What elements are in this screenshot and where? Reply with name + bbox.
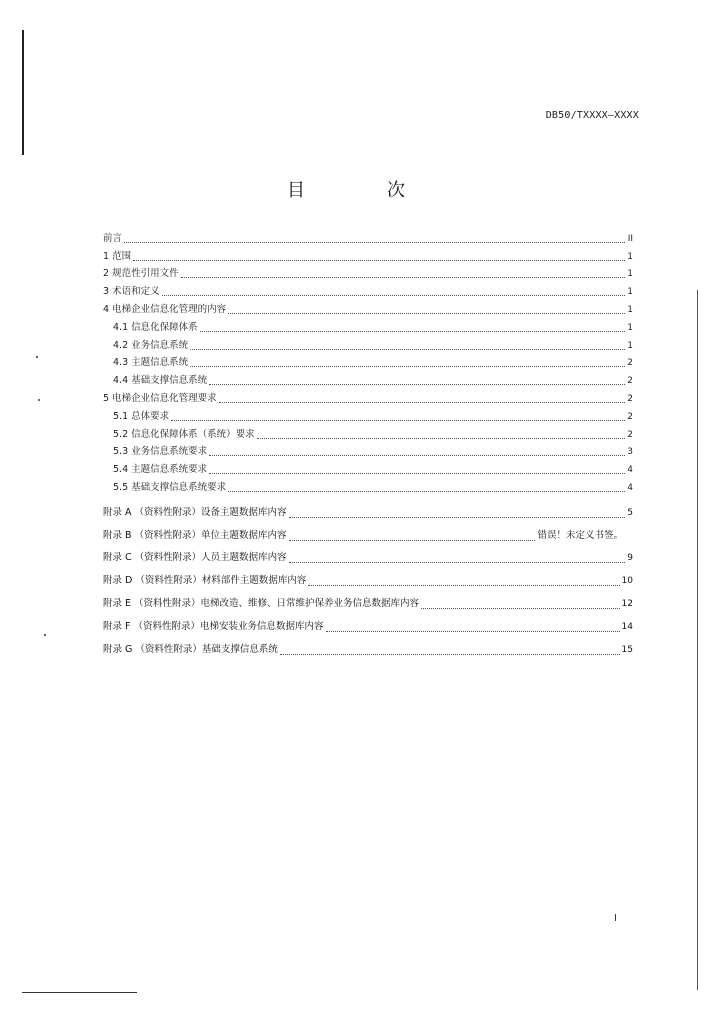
- toc-entry[interactable]: [103, 477, 633, 495]
- table-of-contents: [103, 228, 633, 658]
- toc-leader-dots: [209, 454, 625, 456]
- toc-main-list: [103, 228, 633, 495]
- toc-entry[interactable]: [103, 442, 633, 460]
- toc-entry-page: 5: [627, 507, 633, 518]
- toc-entry-label: 2 规范性引用文件: [103, 268, 179, 280]
- toc-entry-label: 附录 C （资料性附录）人员主题数据库内容: [103, 552, 287, 564]
- toc-leader-dots: [280, 653, 620, 655]
- toc-entry[interactable]: [103, 635, 633, 658]
- toc-entry-label: 3 术语和定义: [103, 286, 160, 298]
- toc-leader-dots: [190, 365, 625, 367]
- toc-leader-dots: [200, 330, 625, 332]
- toc-entry-page: 2: [627, 358, 633, 369]
- toc-leader-dots: [326, 630, 620, 632]
- toc-entry[interactable]: [103, 566, 633, 589]
- toc-entry-page: 2: [627, 429, 633, 440]
- toc-entry[interactable]: [103, 544, 633, 567]
- toc-entry[interactable]: [103, 406, 633, 424]
- scan-edge-right: [697, 290, 698, 990]
- toc-entry[interactable]: [103, 589, 633, 612]
- toc-entry-label: 4.4 基础支撑信息系统: [113, 375, 208, 387]
- toc-entry-page: 3: [627, 447, 633, 458]
- toc-entry[interactable]: [103, 335, 633, 353]
- toc-entry[interactable]: [103, 353, 633, 371]
- toc-entry[interactable]: [103, 370, 633, 388]
- toc-leader-dots: [228, 490, 625, 492]
- toc-leader-dots: [289, 539, 536, 541]
- toc-entry[interactable]: [103, 264, 633, 282]
- toc-leader-dots: [181, 276, 625, 278]
- scan-speck: [38, 399, 40, 401]
- toc-entry[interactable]: [103, 388, 633, 406]
- toc-entry-label: 附录 B （资料性附录）单位主题数据库内容: [103, 529, 287, 541]
- toc-entry-page: 1: [627, 322, 633, 333]
- toc-leader-dots: [421, 607, 620, 609]
- toc-leader-dots: [162, 294, 625, 296]
- toc-entry-error: 错误！未定义书签。: [537, 529, 623, 541]
- toc-entry[interactable]: [103, 498, 633, 521]
- toc-entry-label: 附录 F （资料性附录）电梯安装业务信息数据库内容: [103, 620, 324, 632]
- toc-entry-label: 5.1 总体要求: [113, 410, 170, 422]
- toc-leader-dots: [124, 241, 625, 243]
- toc-entry-label: 4.3 主题信息系统: [113, 357, 189, 369]
- toc-entry-label: 5.3 业务信息系统要求: [113, 446, 208, 458]
- toc-entry[interactable]: [103, 459, 633, 477]
- toc-entry-label: 4 电梯企业信息化管理的内容: [103, 303, 227, 315]
- toc-entry-page: 1: [627, 340, 633, 351]
- toc-entry-page: 1: [627, 251, 633, 262]
- toc-entry-label: 5.2 信息化保障体系（系统）要求: [113, 428, 255, 440]
- toc-entry-label: 4.1 信息化保障体系: [113, 321, 198, 333]
- toc-leader-dots: [228, 312, 625, 314]
- page-number: I: [614, 913, 617, 924]
- toc-leader-dots: [289, 561, 625, 563]
- toc-entry[interactable]: [103, 228, 633, 246]
- toc-entry-label: 1 范围: [103, 250, 132, 262]
- toc-entry-page: 10: [621, 576, 633, 587]
- toc-leader-dots: [171, 419, 625, 421]
- toc-entry-label: 附录 G （资料性附录）基础支撑信息系统: [103, 643, 278, 655]
- toc-leader-dots: [219, 401, 625, 403]
- toc-entry-page: 12: [621, 598, 633, 609]
- toc-leader-dots: [257, 437, 625, 439]
- toc-leader-dots: [133, 259, 625, 261]
- toc-entry-label: 前言: [103, 232, 123, 244]
- toc-leader-dots: [308, 584, 619, 586]
- toc-entry-page: 4: [627, 482, 633, 493]
- toc-entry-page: 1: [627, 287, 633, 298]
- toc-entry-label: 5.4 主题信息系统要求: [113, 464, 208, 476]
- toc-entry[interactable]: [103, 281, 633, 299]
- toc-leader-dots: [209, 472, 625, 474]
- toc-entry-page: 14: [621, 621, 633, 632]
- toc-entry-label: 5.5 基础支撑信息系统要求: [113, 481, 227, 493]
- toc-appendix-list: [103, 498, 633, 658]
- toc-entry-page: II: [627, 233, 633, 244]
- toc-entry-label: 4.2 业务信息系统: [113, 339, 189, 351]
- scan-speck: [36, 356, 38, 358]
- toc-entry[interactable]: [103, 521, 633, 544]
- toc-entry[interactable]: [103, 612, 633, 635]
- toc-entry-label: 5 电梯企业信息化管理要求: [103, 392, 217, 404]
- toc-leader-dots: [190, 348, 625, 350]
- toc-entry-page: 1: [627, 304, 633, 315]
- scan-edge-left: [22, 30, 24, 155]
- toc-entry-page: 9: [627, 553, 633, 564]
- toc-entry-page: 1: [627, 269, 633, 280]
- toc-entry[interactable]: [103, 246, 633, 264]
- footer-rule: [22, 992, 137, 993]
- toc-leader-dots: [289, 516, 625, 518]
- toc-entry-page: 15: [621, 644, 633, 655]
- page-title: 目 次: [287, 180, 437, 201]
- toc-entry-page: 4: [627, 465, 633, 476]
- toc-entry-label: 附录 A （资料性附录）设备主题数据库内容: [103, 506, 287, 518]
- toc-entry-label: 附录 E （资料性附录）电梯改造、维修、日常维护保养业务信息数据库内容: [103, 597, 420, 609]
- toc-entry-page: 2: [627, 411, 633, 422]
- toc-entry[interactable]: [103, 317, 633, 335]
- scan-speck: [44, 634, 46, 636]
- toc-entry[interactable]: [103, 299, 633, 317]
- toc-leader-dots: [209, 383, 625, 385]
- toc-entry-label: 附录 D （资料性附录）材料部件主题数据库内容: [103, 575, 307, 587]
- toc-entry[interactable]: [103, 424, 633, 442]
- document-id: DB50/TXXXX—XXXX: [545, 110, 639, 121]
- toc-entry-page: 2: [627, 376, 633, 387]
- toc-entry-page: 2: [627, 393, 633, 404]
